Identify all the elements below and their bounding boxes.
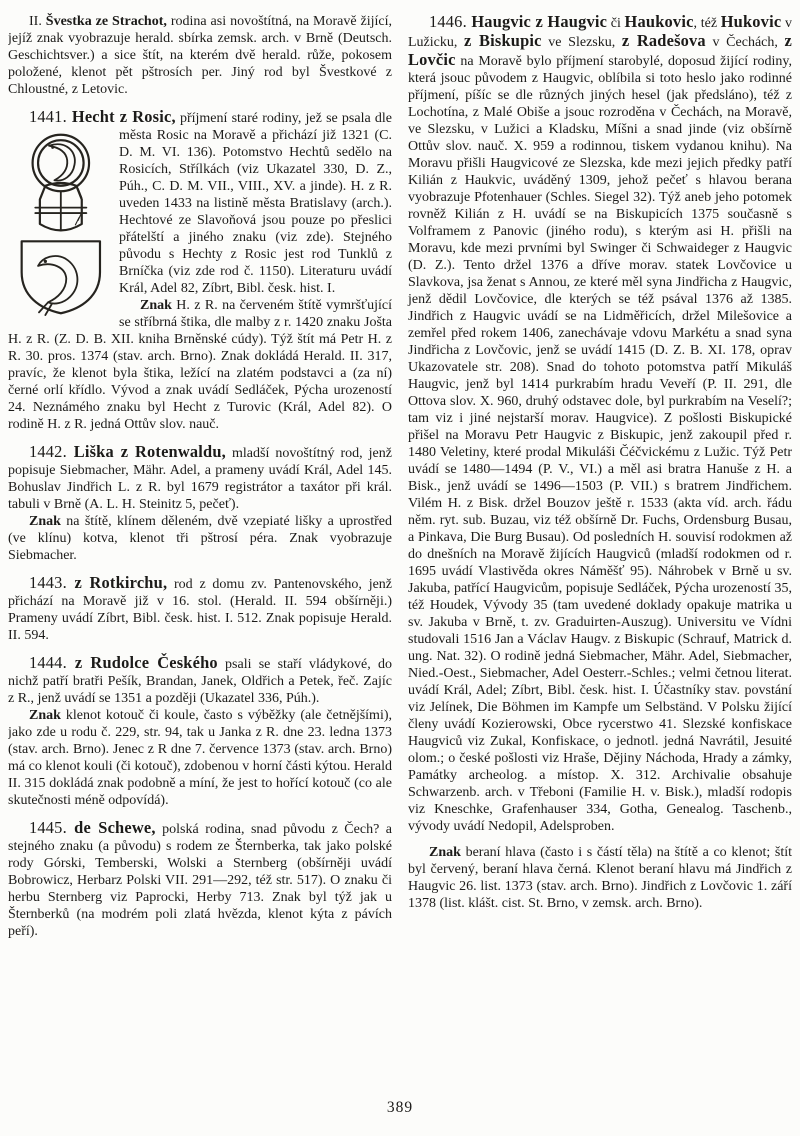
entry-1442-liska-z-rotenwaldu bbox=[8, 443, 392, 513]
paragraph-entry-1441 bbox=[8, 108, 392, 297]
text-run: Haukovic bbox=[624, 13, 694, 31]
text-run: 1443. bbox=[29, 573, 75, 592]
text-run: Hukovic bbox=[720, 13, 782, 31]
text-run: psali se staří vládykové, do nichž patří bratři Pešík, Brandan, Janek, Oldřich a Petek, řeč. Zajíc z R., jenž uvádí se 1351 a později (Ukazatel 336, Púh.). bbox=[8, 657, 392, 706]
text-run: Hecht z Rosic, bbox=[71, 107, 176, 126]
crest-fish-icon bbox=[49, 144, 75, 180]
text-run: H. z R. na červeném štítě vymršťující se stříbrná štika, dle malby z r. 1420 znaku Jošta H. z R. (Z. D. B. XII. kniha Brněnské cúdy). Týž štít má Petr H. z R. 30. pros. 1374 (stav. arch. Brno). Znak dokládá Herald. II. 317, pravíc, že klenot byla štika, ležící na zlatém podstavci a (za ní) černé orlí křídlo. Vývod a znak uvádí Sedláček, Pýcha urozeností 24. Neznámého znaku byl Hecht z Turovic (Král, Adel 82). O rodině H. z R. jedná Ottův slov. nauč. bbox=[8, 298, 392, 432]
entry-1444-z-rudolce-ceskeho bbox=[8, 654, 392, 707]
right-column bbox=[408, 13, 792, 1085]
two-column-text-area bbox=[8, 13, 792, 1085]
text-run: polská rodina, snad původu z Čech? a stejného znaku (a původu) s rodem ze Šternberka, tak jako polské rody Górski, Temberski, Wolski a Sternberg (obšírněji uvádí Bobrowicz, Herbarz Polski VII. 291—292, též str. 517). O znaku či herbu Sternberg viz Paprocki, Herby 713. Znak byl týž jak u Šternberků (na modrém poli zlatá hvězda, klenot kýta z pávích peří). bbox=[8, 822, 392, 939]
text-run: II. bbox=[29, 14, 46, 29]
text-run: či bbox=[607, 16, 625, 31]
page-number: 389 bbox=[386, 1099, 414, 1116]
paragraph-znak-1444 bbox=[8, 707, 392, 809]
paragraph-svestka-continuation bbox=[8, 13, 392, 98]
text-run: Liška z Rotenwaldu, bbox=[73, 442, 226, 461]
text-run: , též bbox=[693, 16, 721, 31]
text-run: Znak bbox=[29, 514, 61, 529]
text-run: z Radešova bbox=[621, 31, 706, 50]
text-run: na štítě, klínem děleném, dvě vzepiaté lišky a uprostřed (ve klínu) kotva, klenot tři pštrosí péra. Znak vyobrazuje Siebmacher. bbox=[8, 514, 392, 563]
entry-1443-z-rotkirchu bbox=[8, 574, 392, 644]
text-run: z Rudolce Českého bbox=[74, 653, 218, 672]
page-footer bbox=[8, 1085, 792, 1131]
entry-1441-hecht-z-rosic bbox=[8, 108, 392, 297]
entry-1446-haugvic bbox=[408, 13, 792, 835]
text-run: se psala dle města Rosic na Moravě a přichází již 1321 (C. D. M. VI. 136). Potomstvo Hechtů sedělo na Rosicích, Střílkách (viz Ukazatel 330, D. Z., Púh., C. D. M. VII., VIII., XV. a jinde). H. z R. uveden 1433 na listině města Bratislavy (arch.). Hechtové ze Slavoňová jsou pouze po přeslici přátelští a jiného znaku (viz zde). Stejného původu s Hechty z Rosic jest rod Tunklů z Brníčka (viz zde rod č. 1150). Literaturu uvádí Král, Adel 82, Zíbrt, Bibl. česk. hist. I. bbox=[119, 111, 392, 296]
text-run: ve Slezsku, bbox=[541, 35, 622, 50]
text-run: 1444. bbox=[29, 653, 75, 672]
paragraph-znak-1442 bbox=[8, 513, 392, 564]
text-run: 1446. bbox=[429, 13, 472, 31]
text-run: z Biskupic bbox=[464, 31, 542, 50]
coat-of-arms-illustration bbox=[8, 130, 110, 318]
text-run: Znak bbox=[140, 298, 172, 313]
text-run: klenot kotouč či koule, často s výběžky (ale četnějšími), jako zde u rodu č. 229, str. 94, tak u Janka z R. dne 23. ledna 1373 (stav. arch. Brno). Jenec z R dne 7. července 1373 (stav. arch. Brno) má co klenot kouli (či kotouč), zdobenou v horní části kýtou. Herald II. 315 dokládá znak podobně a míní, že jest to hořící kotouč (co ale skutečnosti méně odpovídá). bbox=[8, 708, 392, 808]
text-run: příjmení staré rodiny, jež bbox=[175, 111, 322, 126]
text-run: beraní hlava (často i s částí těla) na štítě a co klenot; štít byl červený, beraní hlava černá. Klenot beraní hlavu má Jindřich z Haugvic 26. list. 1373 (stav. arch. Brno). Jindřich z Lovčovic 1. září 1378 (list. klášt. cist. St. Brno, v zemsk. arch. Brno). bbox=[408, 845, 792, 911]
text-run: na Moravě bylo příjmení starobylé, doposud žijící rodiny, která jsouc původem z Haugvic, oblíbila si toto heslo jako rodinné příjmení, píšíc se dle různých jiných hesel (jak předsláno), též z Lochotína, z Malé Obiše a jsouc rozroděna v Čechách, na Moravě, ve Slezsku, v Lužici a Kladsku, Míšni a snad jinde (viz obšírně Ottův slov. nauč. X. 959 a rodinnou, tiskem vydanou knihu). Na Moravu přišli Haugvicové ze Slezska, kde mezi jejich předky patří Kilián z Haukvic, uváděný 1309, jehož pečeť s hlavou berana vyobrazuje Pfotenhauer (Schles. Siegel 32). Týž aneb jeho potomek rovněž Kilián z H. uvádí se na Biskupicích 1375 současně s Volframem z Panovic (jiného rodu), s kterým asi H. přišli na Moravu, kde mezi prvními byl Swinger či Schwaideger z Haugvic (D. Z.). Tento držel 1376 a dříve morav. statek Lovčovice u Slavkova, jsa ženat s Annou, ze které měl syna Jindřicha z Haugvic, jenž dědil Lovčovice, dle kterých se též psával 1376 až 1385. Jindřich z Haugvic uvádí se na Lidměřicích, držel Milešovice a zemřel před rokem 1406, zanechávaje vdovu Markétu a snad syna Jindřicha z Lovčovic, jenž se uvádí 1415 (D. Z. B. XI. 178, oprav Ukazovatele str. 208). Snad do tohoto potomstva patří Mikuláš Haugvic, jenž byl 1414 purkrabím hradu Veveří (P. II. 291, dle Ottova slov. X. 960, druhý odstavec dole, byl purkrabím na Veselí?; tam viz i jiné nejstarší morav. Haugvice). Z pošlosti Biskupické přišel na Moravu Petr Haugvic z Biskupic, jenž zakoupil před r. 1480 Veletiny, které prodal Mikuláši Čéčvickému z Lužic. Týž Petr uvádí se 1480—1494 (P. V., VI.) a měl asi bratra Hanuše z H. a Bisk., jenž uvádí se 1496—1503 (P. VII.) s bratrem Jindřichem. Vilém H. z Bisk. držel Bouzov ještě r. 1533 (akta víd. arch. řádu něm. ryt. sub. Buzau, viz též obšírně Dr. Fuchs, Ordensburg Busau, a Pinkava, Die Burg Busau). Od posledních H. souvisí rodokmen až do dnešních na Moravě žijících Haugviců (mladší rodokmen od r. 1695 uvádí Vlastivěda okres Náměšť 95). Náhrobek v Brně u sv. Jakuba, patřící Haugvicům, popisuje Sedláček, Pýcha urozeností 35, též Houdek, Vývody 35 (tam uvedené doklady opakuje matrika u sv. Jakuba v Brně, t. zv. Graduirten-Auszug). Universitu ve Vídni studovali 1516 Jan a Václav Haugv. z Biskupic (Schrauf, Matrick d. ung. Nat. 32). O rodině jedná Siebmacher, Mähr. Adel, Siebmacher, Nied.-Oest., Siebmacher, Adel Oesterr.-Schles.; velmi četnou literat. uvádí Král, Adel; Zíbrt, Bibl. česk. hist. I. Účastníky stav. povstání viz Jelínek, Die Böhmen im Kampfe um Selbständ. V Polsku žijící členy uvádí Kozierowski, Obce rycerstwo 41. Slezské konfiskace Haugviců viz Zukal, Konfiskace, o jednotl. jedná Navrátil, Jesuité olom.; o české pošlosti viz Hraše, Dějiny Náchoda, Hrady a zámky, Památky archeolog. a místop. X. 312. Archivalie obsahuje Schwarzenb. arch. v Třeboni (Familie H. v. Bisk.), mladší rodopis viz Kneschke, Grafenhauser 334, Gotha, Genealog. Taschenb., vývody uvádí Nedopil, Adelsproben. bbox=[408, 54, 792, 834]
text-run: Znak bbox=[29, 708, 61, 723]
text-run: de Schewe, bbox=[74, 818, 156, 837]
text-run: z Lovčic bbox=[408, 31, 792, 69]
text-run: 1445. bbox=[29, 818, 75, 837]
text-run: v Čechách, bbox=[705, 35, 785, 50]
text-run: 1442. bbox=[29, 442, 74, 461]
left-column bbox=[8, 13, 392, 1085]
text-run: rod z domu zv. Pantenovského, jenž přichází na Moravě již v 16. stol. (Herald. II. 594 obšírněji.) Prameny uvádí Zíbrt, Bibl. česk. hist. I. 512. Znak popisuje Herald. II. 594. bbox=[8, 577, 393, 643]
text-run: Haugvic z Haugvic bbox=[471, 13, 608, 31]
shield-pike-fish-icon bbox=[38, 256, 77, 315]
paragraph-znak-1446 bbox=[408, 844, 792, 912]
entry-1441-heading bbox=[29, 107, 322, 126]
entry-1445-de-schewe bbox=[8, 819, 392, 940]
text-run: rodina asi novoštítná, na Moravě žijící, jejíž znak vyobrazuje herald. sbírka zemsk. arch. v Brně (Deutsch. Geschichtsver.) a sice štít, na kterém dvě herald. růže, pokosem položené, klenot pět pštrosích per. Jiný rod byl Švestkové z Chloustné, z Letovic. bbox=[8, 14, 393, 97]
text-run: z Rotkirchu, bbox=[74, 573, 168, 592]
text-run: Švestka ze Strachot, bbox=[45, 14, 167, 29]
entry-1441-body bbox=[119, 111, 392, 296]
text-run: Znak bbox=[429, 845, 461, 860]
text-run: 1441. bbox=[29, 107, 72, 126]
text-run: mladší novoštítný rod, jenž popisuje Siebmacher, Mähr. Adel, a prameny uvádí Král, Adel 145. Bohuslav Jindřich L. z R. byl 1679 registrátor a taxátor při král. tabuli v Brně (A. L. H. Steinitz 5, pečeť). bbox=[8, 446, 392, 512]
text-run: v Lužicku, bbox=[408, 16, 792, 50]
